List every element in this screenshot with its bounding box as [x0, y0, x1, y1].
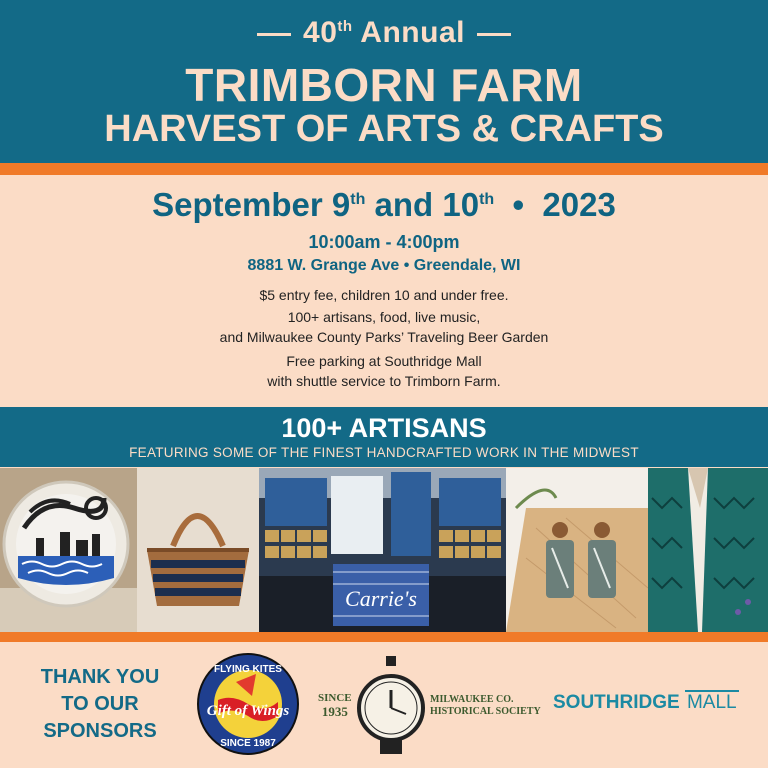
carries-crisps-booth-photo	[259, 468, 506, 632]
entry-fee: $5 entry fee, children 10 and under free.	[259, 287, 509, 303]
sweater-illustration	[648, 468, 768, 632]
right-dash	[477, 33, 511, 36]
mhs-name-line-1: MILWAUKEE CO.	[430, 694, 514, 705]
parking-line-2: with shuttle service to Trimborn Farm.	[267, 373, 501, 389]
annual-suffix: th	[337, 18, 353, 35]
thanks-line-1: THANK YOU	[40, 666, 160, 688]
mhs-name	[430, 694, 541, 718]
artisans-subtitle: FEATURING SOME OF THE FINEST HANDCRAFTED WORK IN THE MIDWEST	[129, 445, 639, 460]
date-suffix-2: th	[479, 191, 495, 208]
gift-of-wings-name: Gift of Wings	[206, 703, 290, 719]
southridge-mall-logo[interactable]	[553, 692, 739, 714]
earrings-illustration	[506, 468, 648, 632]
mall-text: MALL	[686, 692, 737, 713]
thanks-line-2: TO OUR	[61, 693, 139, 715]
features-line-2: and Milwaukee County Parks’ Traveling Beer Garden	[219, 329, 549, 345]
event-date	[0, 186, 768, 224]
earrings-photo	[506, 468, 648, 632]
booth-sign-text: Carrie's	[345, 586, 417, 611]
photo-strip	[0, 468, 768, 632]
artisans-banner	[0, 407, 768, 467]
features-line-1: 100+ artisans, food, live music,	[287, 309, 481, 325]
date-suffix-1: th	[350, 191, 366, 208]
basket-illustration	[137, 468, 259, 632]
event-info	[0, 174, 768, 406]
southridge-text: SOUTHRIDGE	[553, 692, 680, 713]
ceramic-plate-photo	[0, 468, 137, 632]
mhs-year: 1935	[321, 704, 348, 719]
event-address: 8881 W. Grange Ave • Greendale, WI	[247, 257, 521, 274]
ceramic-plate-illustration	[0, 468, 137, 632]
left-dash	[257, 33, 291, 36]
gift-of-wings-logo[interactable]	[196, 652, 300, 756]
date-month: September 9	[152, 186, 351, 223]
event-title-line2: HARVEST OF ARTS & CRAFTS	[104, 108, 664, 150]
annual-label	[0, 16, 768, 50]
header-banner	[0, 0, 768, 163]
mhs-name-line-2: HISTORICAL SOCIETY	[430, 706, 541, 717]
event-title-line1: TRIMBORN FARM	[185, 59, 583, 111]
parking-line-1: Free parking at Southridge Mall	[286, 353, 482, 369]
mhs-since-label: SINCE	[318, 692, 352, 704]
event-time: 10:00am - 4:00pm	[308, 232, 460, 252]
annual-number: 40	[303, 16, 338, 49]
mhs-since	[318, 692, 352, 718]
clock-icon	[356, 656, 426, 760]
annual-word: Annual	[360, 16, 465, 49]
knit-sweater-photo	[648, 468, 768, 632]
gift-of-wings-top: FLYING KITES	[214, 664, 282, 675]
booth-illustration	[259, 468, 506, 632]
gift-of-wings-bottom: SINCE 1987	[220, 738, 276, 749]
artisans-title: 100+ ARTISANS	[281, 413, 487, 443]
thanks-line-3: SPONSORS	[43, 720, 157, 742]
date-year: • 2023	[494, 186, 616, 223]
thank-you-text	[30, 664, 170, 745]
date-and: and 10	[365, 186, 480, 223]
sponsors-section	[0, 640, 768, 768]
woven-basket-photo	[137, 468, 259, 632]
